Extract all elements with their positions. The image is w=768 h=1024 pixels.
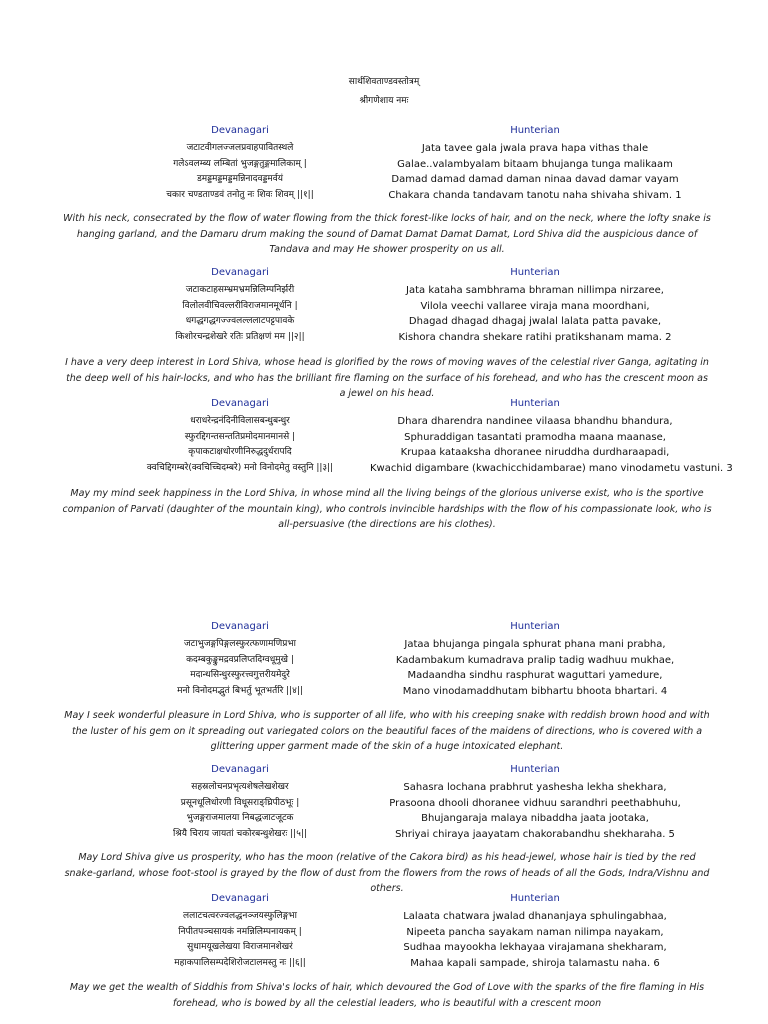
devanagari-line: कृपाकटाक्षधोरणीनिरुद्धदुर्धरापदि [188,447,292,457]
hunterian-heading: Hunterian [510,398,560,409]
devanagari-line: जटाटवीगलज्जलप्रवाहपावितस्थले [186,143,294,153]
devanagari-line: ललाटचत्वरज्वलद्धनञ्जयस्फुलिङ्गभा [183,911,297,921]
hunterian-heading: Hunterian [510,893,560,904]
hunterian-line: Jataa bhujanga pingala sphurat phana mani prabha, [404,639,666,650]
hunterian-heading: Hunterian [510,621,560,632]
hunterian-line: Damad damad damad daman ninaa davad damar vayam [391,174,679,185]
devanagari-line: सहस्रलोचनप्रभृत्यशेषलेखशेखर [191,782,289,792]
hunterian-heading: Hunterian [510,764,560,775]
hunterian-line: Vilola veechi vallaree viraja mana moordhani, [420,300,650,312]
devanagari-line: चकार चण्डताण्डवं तनोतु नः शिवः शिवम् ||१|| [166,189,314,200]
devanagari-heading: Devanagari [211,893,269,904]
hunterian-line: Mano vinodamaddhutam bibhartu bhoota bhartari. 4 [402,685,668,697]
devanagari-heading: Devanagari [211,621,269,632]
hunterian-line: Kishora chandra shekare ratihi pratikshanam mama. 2 [398,331,672,343]
hunterian-line: Prasoona dhooli dhoranee vidhuu sarandhri peethabhuhu, [389,797,681,809]
devanagari-heading: Devanagari [211,125,269,136]
hunterian-line: Bhujangaraja malaya nibaddha jaata jootaka, [421,813,649,824]
page-title: सार्थशिवताण्डवस्तोत्रम् [348,77,420,87]
devanagari-column [75,763,405,842]
devanagari-line: सुधामयूखलेखया विराजमानशेखरं [187,942,293,952]
hunterian-column [370,397,733,476]
hunterian-line: Chakara chanda tandavam tanotu naha shivaha shivam. 1 [388,189,682,201]
hunterian-line: Jata kataha sambhrama bhraman nillimpa nirzaree, [406,285,664,296]
devanagari-line: किशोरचन्द्रशेखरे रतिः प्रतिक्षणं मम ||२|| [175,331,305,342]
devanagari-line: धराधरेन्द्रनंदिनीविलासबन्धुबन्धुर [190,416,290,426]
hunterian-column [370,124,700,203]
devanagari-line: क्वचिद्दिगम्बरे(क्वचिच्चिदम्बरे) मनो विनोदमेतु वस्तुनि ||३|| [146,462,334,473]
devanagari-line: स्फुरद्दिगन्तसन्ततिप्रमोदमानमानसे | [184,431,296,442]
devanagari-line: मनो विनोदमद्भुतं बिभर्तु भूतभर्तरि ||४|| [177,685,303,696]
hunterian-column [370,763,700,842]
devanagari-line: मदान्धसिन्धुरस्फुरत्त्वगुत्तरीयमेदुरे [190,670,290,680]
hunterian-line: Sahasra lochana prabhrut yashesha lekha shekhara, [403,782,667,793]
devanagari-line: विलोलवीचिवल्लरीविराजमानमूर्धनि | [182,300,298,311]
verse-translation: May my mind seek happiness in the Lord Shiva, in whose mind all the living beings of the glorious universe exist, who is the sportive companion of Parvati (daughter of the mountain king), who controls invincible hardships with the flow of his compassionate look, who is all-persuasive (the directions are his clothes). [62,488,712,530]
hunterian-line: Sudhaa mayookha lekhayaa virajamana shekharam, [403,942,667,953]
hunterian-line: Jata tavee gala jwala prava hapa vithas thale [421,143,649,154]
devanagari-heading: Devanagari [211,267,269,278]
hunterian-line: Kadambakum kumadrava pralip tadig wadhuu mukhae, [395,654,675,666]
devanagari-line: गलेऽवलम्ब्य लम्बितां भुजङ्गतुङ्गमालिकाम् | [173,158,307,169]
devanagari-line: प्रसूनधूलिधोरणी विधूसराङ्घ्रिपीठभूः | [180,797,300,808]
devanagari-column [75,266,405,345]
hunterian-column [370,266,700,345]
devanagari-line: डमड्डमड्डमड्डमन्निनादवड्डमर्वयं [196,174,284,184]
hunterian-line: Krupaa kataaksha dhoranee niruddha durdharaapadi, [400,447,670,458]
devanagari-line: श्रियै चिराय जायतां चकोरबन्धुशेखरः ||५|| [173,828,307,839]
devanagari-line: कदम्बकुङ्कुमद्रवप्रलिप्तदिग्वधूमुखे | [186,654,294,665]
hunterian-heading: Hunterian [510,125,560,136]
devanagari-line: महाकपालिसम्पदेशिरोजटालमस्तु नः ||६|| [174,957,306,968]
devanagari-heading: Devanagari [211,398,269,409]
verse-translation: I have a very deep interest in Lord Shiva, whose head is glorified by the rows of moving waves of the celestial river Ganga, agitating in the deep well of his hair-locks, and who has the brilliant fire flaming on the surface of his forehead, and who has the crescent moon as a jewel on his head. [65,357,709,399]
hunterian-line: Kwachid digambare (kwachicchidambarae) mano vinodametu vastuni. 3 [370,462,733,474]
hunterian-line: Nipeeta pancha sayakam naman nilimpa nayakam, [406,926,664,938]
devanagari-column [75,124,405,203]
devanagari-column [75,397,405,476]
devanagari-line: निपीतपञ्चसायकं नमन्निलिम्पनायकम् | [178,926,302,937]
verse-translation: May I seek wonderful pleasure in Lord Shiva, who is supporter of all life, who with his creeping snake with reddish brown hood and with the luster of his gem on it spreading out variegated colors on the beautiful faces of the maidens of directions, who is covered with a glittering upper garment made of the skin of a huge intoxicated elephant. [64,710,710,752]
hunterian-line: Shriyai chiraya jaayatam chakorabandhu shekharaha. 5 [395,828,675,840]
hunterian-column [370,620,700,699]
devanagari-line: धगद्धगद्धगज्ज्वलल्ललाटपट्टपावके [185,316,295,326]
hunterian-line: Galae..valambyalam bitaam bhujanga tunga malikaam [397,158,673,170]
devanagari-line: जटाभुजङ्गपिङ्गलस्फुरत्फणामणिप्रभा [184,639,296,649]
hunterian-line: Madaandha sindhu rasphurat waguttari yamedure, [407,670,663,681]
hunterian-heading: Hunterian [510,267,560,278]
verse-translation: May we get the wealth of Siddhis from Shiva's locks of hair, which devoured the God of Love with the sparks of the fire flaming in His forehead, who is bowed by all the celestial leaders, who is beautiful with a crescent moon [69,982,705,1009]
hunterian-column [370,892,700,971]
hunterian-line: Mahaa kapali sampade, shiroja talamastu naha. 6 [410,957,660,969]
hunterian-line: Dhara dharendra nandinee vilaasa bhandhu bhandura, [397,416,673,427]
hunterian-line: Sphuraddigan tasantati pramodha maana maanase, [404,431,666,443]
verse-translation: May Lord Shiva give us prosperity, who has the moon (relative of the Cakora bird) as his head-jewel, whose hair is tied by the red snake-garland, whose foot-stool is grayed by the flow of dust from the flowers from the rows of heads of all the Gods, Indra/Vishnu and others. [64,852,710,894]
devanagari-column [75,892,405,971]
devanagari-heading: Devanagari [211,764,269,775]
hunterian-line: Lalaata chatwara jwalad dhananjaya sphulingabhaa, [403,911,667,922]
verse-translation: With his neck, consecrated by the flow of water flowing from the thick forest-like locks of hair, and on the neck, where the lofty snake is hanging garland, and the Damaru drum making the sound of Damat Damat Damat Damat, Lord Shiva did the auspicious dance of Tandava and may He shower prosperity on us all. [63,213,711,255]
page-subtitle: श्रीगणेशाय नमः [359,96,409,106]
devanagari-line: जटाकटाहसम्भ्रमभ्रमन्निलिम्पनिर्झरी [185,285,295,295]
devanagari-column [75,620,405,699]
hunterian-line: Dhagad dhagad dhagaj jwalal lalata patta pavake, [408,316,662,327]
devanagari-line: भुजङ्गराजमालया निबद्धजाटजूटक [186,813,294,823]
